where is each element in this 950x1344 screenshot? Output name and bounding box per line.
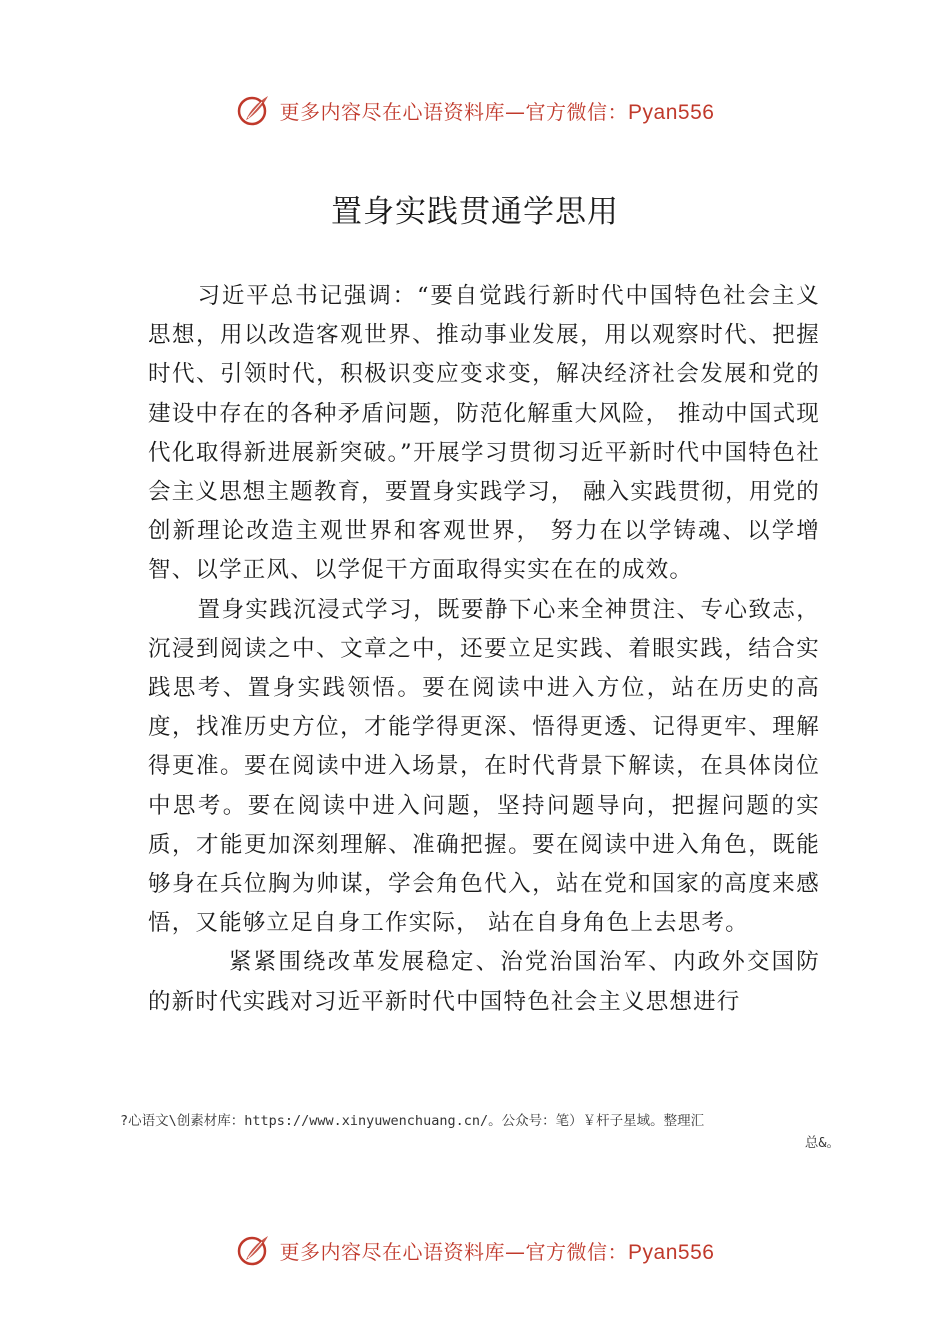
- banner-text: 更多内容尽在心语资料库—官方微信：Pyan556: [279, 1239, 715, 1264]
- banner-text: 更多内容尽在心语资料库—官方微信：Pyan556: [279, 99, 715, 124]
- paragraph-1: 习近平总书记强调：“要自觉践行新时代中国特色社会主义思想，用以改造客观世界、推动事业发展，用以观察时代、把握时代、引领时代，积极识变应变求变，解决经济社会发展和党的建设中存在的各种矛盾问题，防范化解重大风险， 推动中国式现代化取得新进展新突破。”开展学习贯彻习近平新时代中国特色社会主义思想主题教育，要置身实践学习， 融入实践贯彻，用党的创新理论改造主观世界和客观世界， 努力在以学铸魂、以学增智、以学正风、以学促干方面取得实实在在的成效。: [148, 283, 820, 584]
- article-body: [148, 277, 820, 1022]
- source-note-line-1: ?心语文\创素材库：https://www.xinyuwenchuang.cn/。公众号：笔）￥杆子星域。整理汇: [120, 1113, 705, 1129]
- header-banner: [0, 92, 950, 128]
- paragraph-3: 紧紧围绕改革发展稳定、治党治国治军、内政外交国防的新时代实践对习近平新时代中国特色社会主义思想进行: [148, 949, 820, 1015]
- footer-banner: [0, 1232, 950, 1268]
- feather-logo-icon: [236, 92, 272, 128]
- source-note: [120, 1110, 840, 1154]
- feather-logo-icon: [236, 1232, 272, 1268]
- source-note-line-2: 总&。: [804, 1135, 840, 1151]
- article-title: 置身实践贯通学思用: [331, 194, 619, 230]
- paragraph-2: 置身实践沉浸式学习，既要静下心来全神贯注、专心致志，沉浸到阅读之中、文章之中，还要立足实践、着眼实践，结合实践思考、置身实践领悟。要在阅读中进入方位，站在历史的高度，找准历史方位，才能学得更深、悟得更透、记得更牢、理解得更准。要在阅读中进入场景，在时代背景下解读，在具体岗位中思考。要在阅读中进入问题，坚持问题导向，把握问题的实质，才能更加深刻理解、准确把握。要在阅读中进入角色，既能够身在兵位胸为帅谋，学会角色代入，站在党和国家的高度来感悟，又能够立足自身工作实际， 站在自身角色上去思考。: [148, 596, 820, 937]
